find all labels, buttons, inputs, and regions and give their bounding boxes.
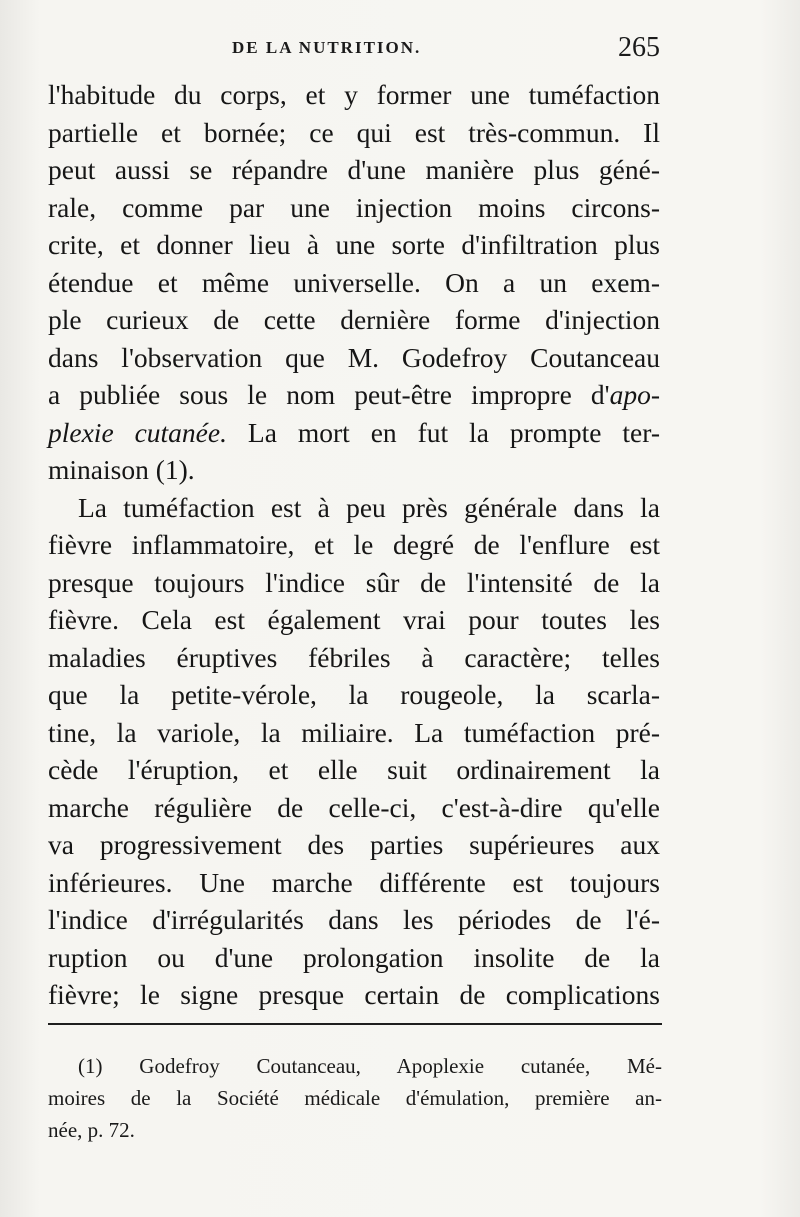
footnote-line: (1) Godefroy Coutanceau, Apoplexie cutanée, Mé- <box>78 1054 662 1078</box>
text-line: rale, comme par une injection moins circons- <box>48 191 660 223</box>
text-line: ple curieux de cette dernière forme d'injection <box>48 304 660 335</box>
text-line: inférieures. Une marche différente est toujours <box>48 866 660 898</box>
page-number: 265 <box>618 32 660 63</box>
text-line: va progressivement des parties supérieures aux <box>48 829 660 860</box>
text-line: l'habitude du corps, et y former une tuméfaction <box>48 79 660 110</box>
text-line-paragraph-start: La tuméfaction est à peu près générale dans la <box>78 491 660 523</box>
text-line: dans l'observation que M. Godefroy Coutanceau <box>48 341 660 373</box>
italic-segment: apo- <box>609 379 660 410</box>
footnote-line: née, p. 72. <box>48 1118 135 1142</box>
text-line: maladies éruptives fébriles à caractère; telles <box>48 641 660 673</box>
text-line: minaison (1). <box>48 454 195 485</box>
body-text <box>48 76 660 1014</box>
text-line: partielle et bornée; ce qui est très-commun. Il <box>48 116 660 148</box>
text-line-with-italic <box>48 376 660 414</box>
text-line: tine, la variole, la miliaire. La tuméfaction pré- <box>48 716 660 748</box>
text-segment: La mort en fut la prompte ter- <box>247 416 661 448</box>
running-title: DE LA NUTRITION. <box>232 38 422 57</box>
text-line: cède l'éruption, et elle suit ordinairement la <box>48 754 660 785</box>
text-line: fièvre. Cela est également vrai pour toutes les <box>48 604 660 635</box>
text-line-with-italic <box>48 414 660 452</box>
text-line: peut aussi se répandre d'une manière plus géné- <box>48 154 660 185</box>
text-line: ruption ou d'une prolongation insolite de la <box>48 941 660 973</box>
text-line: l'indice d'irrégularités dans les périodes de l'é- <box>48 904 660 935</box>
footnote-line: moires de la Société médicale d'émulation, première an- <box>48 1086 662 1110</box>
text-line: marche régulière de celle-ci, c'est-à-dire qu'elle <box>48 791 660 823</box>
text-line: fièvre inflammatoire, et le degré de l'enflure est <box>48 529 660 560</box>
text-line: crite, et donner lieu à une sorte d'infiltration plus <box>48 229 660 260</box>
text-line: étendue et même universelle. On a un exem- <box>48 266 660 298</box>
text-segment: a publiée sous le nom peut-être impropre d' <box>48 379 610 410</box>
text-line: fièvre; le signe presque certain de complications <box>48 979 660 1010</box>
italic-segment: plexie cutanée. <box>48 416 227 448</box>
text-line: que la petite-vérole, la rougeole, la scarla- <box>48 679 660 710</box>
text-line: presque toujours l'indice sûr de l'intensité de la <box>48 566 660 598</box>
footnote <box>48 1050 662 1146</box>
running-head <box>40 34 660 74</box>
footnote-divider <box>48 1023 662 1025</box>
